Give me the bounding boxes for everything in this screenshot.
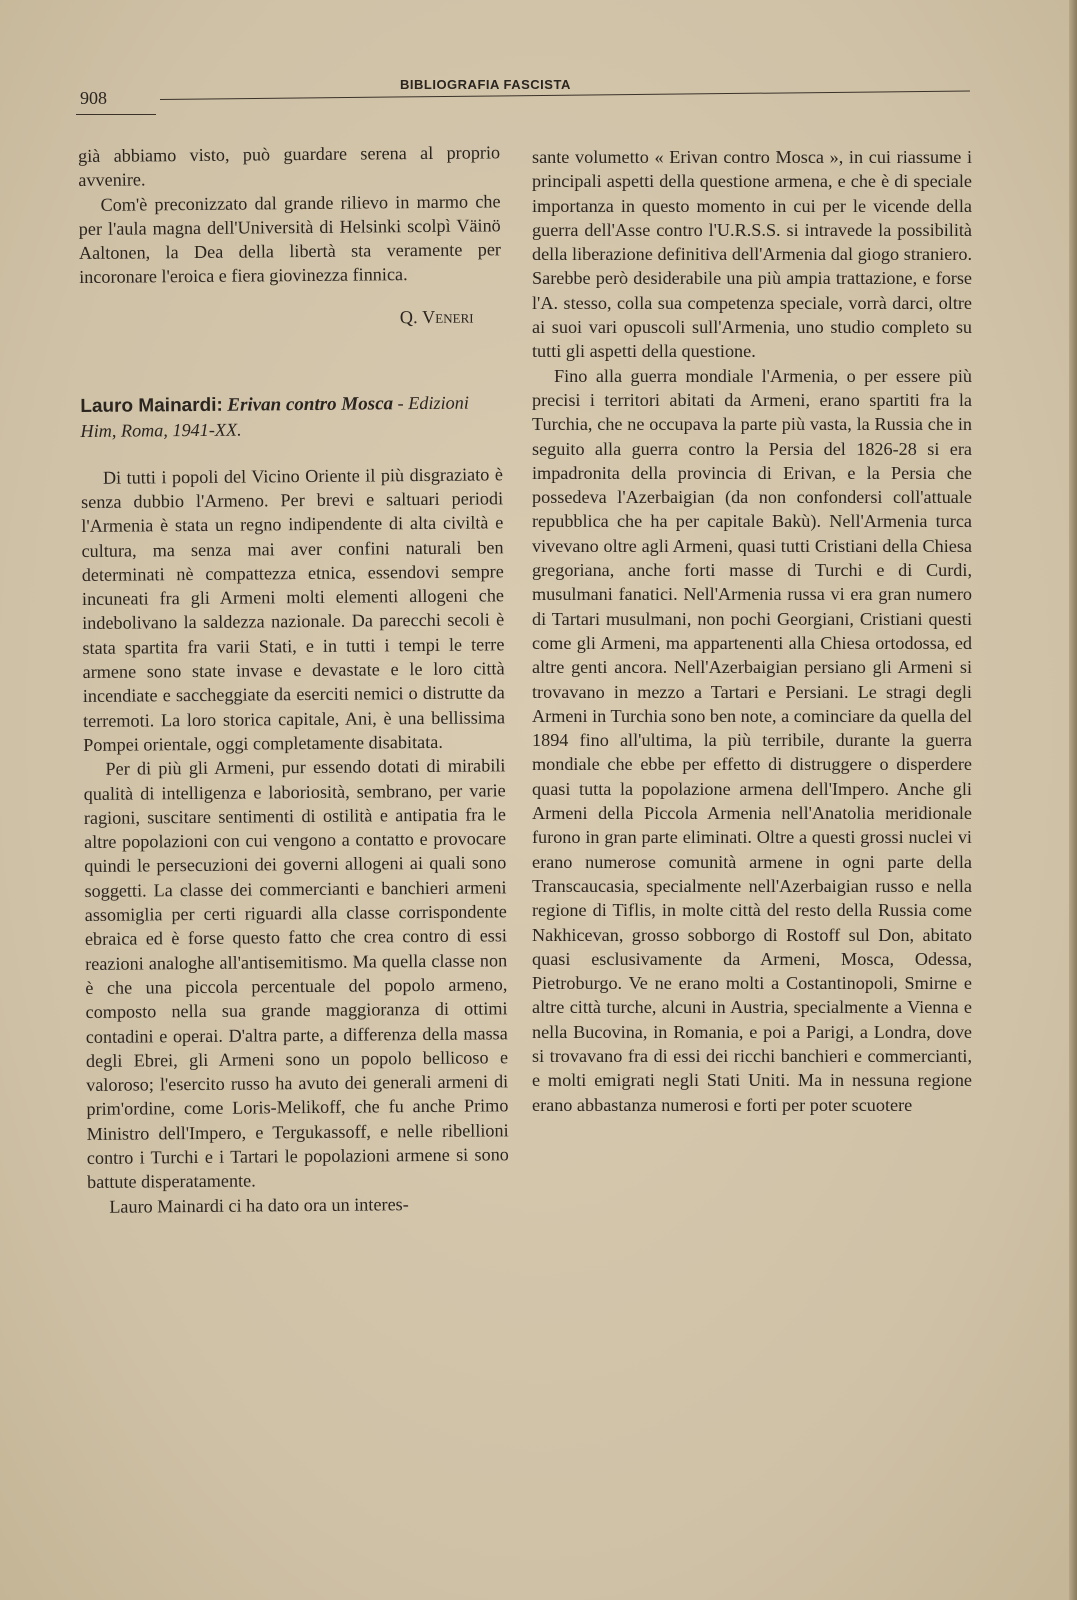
review-author: Lauro Mainardi: <box>80 394 223 418</box>
paragraph: sante volumetto « Erivan contro Mosca », in cui riassume i principali aspetti della questione armena, e che è di speciale importanza in questo momento in cui per le vicende della guerra dell'Asse contro l'U.R.S.S. si intravede la possibilità della liberazione definitiva dell'Armenia dal giogo straniero. Sarebbe però desiderabile una più ampia trattazione, e forse l'A. stesso, colla sua competenza speciale, vorrà darci, oltre ai suoi vari opuscoli sull'Armenia, uno studio completo su tutti gli aspetti della questione. <box>532 147 972 362</box>
running-title: BIBLIOGRAFIA FASCISTA <box>400 77 571 92</box>
paragraph: Per di più gli Armeni, pur essendo dotati di mirabili qualità di intelligenza e laboriosità, sembrano, per varie ragioni, suscitare sentimenti di ostilità e antipatia fra le altre popolazioni con cui vengono a contatto e provocare quindi le persecuzioni dei governi allogeni ai quali sono soggetti. La classe dei commercianti e banchieri armeni assomiglia per certi riguardi alla classe corrispondente ebraica ed è forse questo fatto che crea contro di essi reazioni analoghe all'antisemitismo. Ma quella classe non è che una piccola percentuale del popolo armeno, composto nella sua grande maggioranza di ottimi contadini e operai. D'altra parte, a differenza della massa degli Ebrei, gli Armeni sono un popolo bellicoso e valoroso; l'esercito russo ha avuto dei generali armeni di prim'ordine, come Loris-Melikoff, che fu anche Primo Ministro dell'Impero, e Tergukassoff, e nelle ribellioni contro i Turchi e i Tartari le popolazioni armene si sono battute disperatamente. <box>83 755 509 1193</box>
paragraph: Fino alla guerra mondiale l'Armenia, o per essere più precisi i territori abitati da Armeni, erano spartiti fra la Turchia, che ne occupava la parte più vasta, la Russia che in seguito alla guerra contro la Persia del 1826-28 si era impadronita della provincia di Erivan, e la Persia che possedeva l'Azerbaigian (da non confondersi coll'attuale repubblica che ha per capitale Bakù). Nell'Armenia turca vivevano oltre agli Armeni, quasi tutti Cristiani della Chiesa gregoriana, anche forti masse di Turchi e di Curdi, musulmani fanatici. Nell'Armenia russa vi era gran numero di Tartari musulmani, non pochi Georgiani, Cristiani questi come gli Armeni, ma appartenenti alla Chiesa ortodossa, ed altre genti ancora. Nell'Azerbaigian persiano gli Armeni si trovavano in mezzo a Tartari e Persiani. Le stragi degli Armeni in Turchia sono ben note, a cominciare da quella del 1894 fino all'ultima, la più terribile, durante la guerra mondiale che ebbe per effetto di distruggere o disperdere quasi tutta la popolazione armena dell'Impero. Anche gli Armeni della Piccola Armenia nell'Anatolia meridionale furono in gran parte eliminati. Oltre a questi grossi nuclei vi erano numerose comunità armene in ogni parte della Transcaucasia, specialmente nell'Azerbaigian russo e nella regione di Tiflis, in molte città del resto della Russia come Nakhicevan, grosso sobborgo di Rostoff sul Don, abitato quasi esclusivamente da Armeni, Mosca, Odessa, Pietroburgo. Ve ne erano molti a Costantinopoli, Smirne e altre città turche, alcuni in Austria, specialmente a Vienna e nella Bucovina, in Romania, e poi a Parigi, a Londra, dove si trovavano fra di essi dei ricchi banchieri e commercianti, e molti emigrati negli Stati Uniti. Ma in nessuna regione erano abbastanza numerosi e forti per poter scuotere <box>532 365 972 1115</box>
right-column <box>532 145 972 1117</box>
review-heading <box>80 390 502 443</box>
review-publisher: Edizioni Him, Roma, 1941-XX. <box>80 392 469 442</box>
paragraph: già abbiamo visto, può guardare serena al proprio avvenire. <box>78 142 501 191</box>
page-number: 908 <box>80 88 107 108</box>
header-rule-short <box>76 114 156 115</box>
signature-name: Veneri <box>422 306 474 327</box>
review-separator: - <box>397 393 409 414</box>
review-book-title: Erivan contro Mosca <box>227 393 394 416</box>
paragraph: Lauro Mainardi ci ha dato ora un interes- <box>109 1193 409 1217</box>
page-edge <box>1069 0 1077 1600</box>
paragraph: Di tutti i popoli del Vicino Oriente il più disgraziato è senza dubbio l'Armeno. Per brevi e saltuari periodi l'Armenia è stata un regno indipendente di alta civiltà e cultura, ma senza mai aver confini naturali ben determinati nè compattezza etnica, essendovi sempre incuneati fra gli Armeni molti elementi allogeni che indebolivano la saldezza nazionale. Da parecchi secoli è stata spartita fra varii Stati, e in tutti i tempi le terre armene sono state invase e devastate e le loro città incendiate e saccheggiate da eserciti nemici o distrutte da terremoti. La loro storica capitale, Ani, è una bellissima Pompei orientale, oggi completamente disabitata. <box>81 463 506 755</box>
left-column <box>78 140 509 1219</box>
author-signature <box>79 304 501 332</box>
signature-initial: Q. <box>399 306 418 327</box>
paragraph: Com'è preconizzato dal grande rilievo in marmo che per l'aula magna dell'Università di Helsinki scolpì Väinö Aaltonen, la Dea della libertà sta veramente per incoronare l'eroica e fiera giovinezza finnica. <box>78 190 502 288</box>
